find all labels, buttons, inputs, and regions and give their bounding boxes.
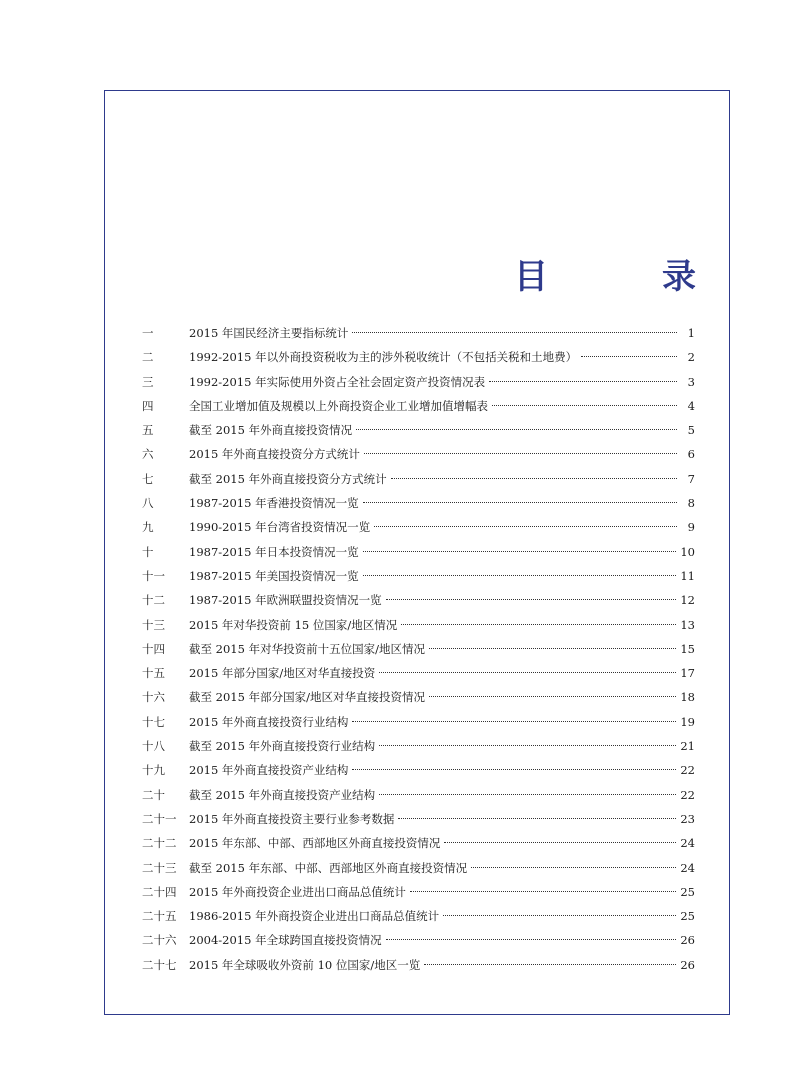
toc-entry-title: 1987-2015 年香港投资情况一览 bbox=[189, 496, 359, 511]
toc-entry-page: 26 bbox=[680, 933, 695, 948]
toc-entry-page: 13 bbox=[680, 617, 695, 632]
toc-entry-title: 2015 年对华投资前 15 位国家/地区情况 bbox=[189, 617, 398, 632]
toc-dot-leader bbox=[429, 648, 676, 649]
toc-entry-title: 全国工业增加值及规模以上外商投资企业工业增加值增幅表 bbox=[189, 398, 488, 413]
toc-entry[interactable] bbox=[142, 394, 695, 418]
toc-entry-title: 截至 2015 年部分国家/地区对华直接投资情况 bbox=[189, 690, 425, 705]
toc-entry-page: 7 bbox=[687, 471, 695, 486]
toc-entry-title: 1987-2015 年欧洲联盟投资情况一览 bbox=[189, 593, 382, 608]
toc-entry-page: 12 bbox=[680, 593, 695, 608]
toc-entry-title: 1992-2015 年实际使用外资占全社会固定资产投资情况表 bbox=[189, 374, 486, 389]
toc-dot-leader bbox=[424, 964, 676, 965]
toc-entry-number: 十一 bbox=[142, 568, 165, 583]
toc-dot-leader bbox=[492, 405, 677, 406]
toc-entry[interactable] bbox=[142, 685, 695, 709]
toc-entry[interactable] bbox=[142, 734, 695, 758]
toc-entry[interactable] bbox=[142, 321, 695, 345]
toc-dot-leader bbox=[429, 696, 676, 697]
toc-dot-leader bbox=[471, 867, 676, 868]
toc-entry-page: 24 bbox=[680, 860, 695, 875]
toc-entry[interactable] bbox=[142, 345, 695, 369]
toc-entry-title: 截至 2015 年外商直接投资产业结构 bbox=[189, 787, 376, 802]
toc-dot-leader bbox=[379, 794, 676, 795]
toc-entry-page: 26 bbox=[680, 957, 695, 972]
toc-entry-number: 二十二 bbox=[142, 836, 177, 851]
toc-entry-number: 九 bbox=[142, 520, 154, 535]
toc-entry-number: 四 bbox=[142, 398, 154, 413]
toc-dot-leader bbox=[443, 915, 676, 916]
toc-entry[interactable] bbox=[142, 710, 695, 734]
toc-entry-number: 十三 bbox=[142, 617, 165, 632]
toc-entry-title: 2015 年全球吸收外资前 10 位国家/地区一览 bbox=[189, 957, 421, 972]
toc-dot-leader bbox=[364, 453, 677, 454]
toc-dot-leader bbox=[398, 818, 676, 819]
toc-entry-page: 22 bbox=[680, 763, 695, 778]
toc-entry-title: 1987-2015 年日本投资情况一览 bbox=[189, 544, 359, 559]
toc-entry-page: 19 bbox=[680, 714, 695, 729]
toc-entry[interactable] bbox=[142, 491, 695, 515]
toc-entry-title: 2015 年国民经济主要指标统计 bbox=[189, 326, 349, 340]
toc-entry-page: 3 bbox=[687, 374, 695, 389]
toc-entry[interactable] bbox=[142, 515, 695, 539]
toc-entry[interactable] bbox=[142, 831, 695, 855]
toc-dot-leader bbox=[379, 745, 676, 746]
toc-entry-number: 十二 bbox=[142, 593, 165, 608]
toc-entry-page: 25 bbox=[680, 884, 695, 899]
toc-entry-number: 一 bbox=[142, 326, 154, 340]
toc-entry-number: 十九 bbox=[142, 763, 165, 778]
toc-entry-number: 二十六 bbox=[142, 933, 177, 948]
toc-dot-leader bbox=[352, 332, 677, 333]
toc-dot-leader bbox=[363, 502, 677, 503]
toc-entry-title: 2015 年外商直接投资产业结构 bbox=[189, 763, 349, 778]
toc-entry[interactable] bbox=[142, 856, 695, 880]
toc-entry-page: 9 bbox=[687, 520, 695, 535]
toc-dot-leader bbox=[489, 381, 677, 382]
toc-entry-page: 5 bbox=[687, 423, 695, 438]
toc-entry-page: 8 bbox=[687, 496, 695, 511]
toc-entry-title: 2004-2015 年全球跨国直接投资情况 bbox=[189, 933, 382, 948]
toc-entry[interactable] bbox=[142, 370, 695, 394]
toc-entry-number: 二十五 bbox=[142, 909, 177, 924]
toc-entry-title: 2015 年东部、中部、西部地区外商直接投资情况 bbox=[189, 836, 441, 851]
toc-dot-leader bbox=[352, 769, 676, 770]
toc-entry-page: 23 bbox=[680, 811, 695, 826]
toc-entry[interactable] bbox=[142, 564, 695, 588]
toc-entry-number: 七 bbox=[142, 471, 154, 486]
toc-dot-leader bbox=[444, 842, 676, 843]
toc-entry-number: 二十一 bbox=[142, 811, 177, 826]
toc-entry[interactable] bbox=[142, 807, 695, 831]
toc-dot-leader bbox=[410, 891, 676, 892]
toc-entry-page: 18 bbox=[680, 690, 695, 705]
toc-entry[interactable] bbox=[142, 613, 695, 637]
toc-entry-title: 2015 年外商直接投资主要行业参考数据 bbox=[189, 811, 395, 826]
toc-entry-title: 2015 年外商投资企业进出口商品总值统计 bbox=[189, 884, 406, 899]
toc-entry-number: 六 bbox=[142, 447, 154, 462]
toc-entry-number: 二十 bbox=[142, 787, 165, 802]
toc-dot-leader bbox=[401, 624, 676, 625]
toc-entry-page: 24 bbox=[680, 836, 695, 851]
toc-entry-page: 17 bbox=[680, 666, 695, 681]
toc-entry-title: 截至 2015 年外商直接投资情况 bbox=[189, 423, 353, 438]
toc-entry-title: 1990-2015 年台湾省投资情况一览 bbox=[189, 520, 371, 535]
toc-entry[interactable] bbox=[142, 758, 695, 782]
toc-entry-title: 1987-2015 年美国投资情况一览 bbox=[189, 568, 359, 583]
toc-entry[interactable] bbox=[142, 953, 695, 977]
toc-dot-leader bbox=[581, 356, 677, 357]
toc-entry[interactable] bbox=[142, 904, 695, 928]
toc-entry[interactable] bbox=[142, 783, 695, 807]
toc-entry-page: 1 bbox=[687, 326, 695, 340]
toc-entry-number: 三 bbox=[142, 374, 154, 389]
toc-entry[interactable] bbox=[142, 588, 695, 612]
page-title: 目 录 bbox=[514, 257, 736, 297]
toc-entry[interactable] bbox=[142, 880, 695, 904]
toc-entry-number: 二 bbox=[142, 350, 154, 365]
toc-dot-leader bbox=[379, 672, 676, 673]
toc-dot-leader bbox=[391, 478, 677, 479]
toc-dot-leader bbox=[386, 939, 677, 940]
table-of-contents bbox=[142, 321, 695, 977]
toc-entry-page: 2 bbox=[687, 350, 695, 365]
toc-entry-page: 15 bbox=[680, 641, 695, 656]
toc-dot-leader bbox=[386, 599, 677, 600]
toc-entry-number: 十七 bbox=[142, 714, 165, 729]
toc-entry[interactable] bbox=[142, 661, 695, 685]
toc-entry-number: 五 bbox=[142, 423, 154, 438]
toc-entry-title: 截至 2015 年对华投资前十五位国家/地区情况 bbox=[189, 641, 425, 656]
toc-entry-page: 10 bbox=[680, 544, 695, 559]
toc-dot-leader bbox=[363, 551, 677, 552]
toc-entry-number: 十八 bbox=[142, 739, 165, 754]
toc-entry-number: 八 bbox=[142, 496, 154, 511]
toc-entry-number: 十四 bbox=[142, 641, 165, 656]
toc-entry-page: 21 bbox=[680, 739, 695, 754]
toc-entry-page: 11 bbox=[680, 568, 695, 583]
toc-entry[interactable] bbox=[142, 418, 695, 442]
toc-entry-page: 6 bbox=[687, 447, 695, 462]
toc-entry[interactable] bbox=[142, 540, 695, 564]
toc-dot-leader bbox=[356, 429, 677, 430]
toc-entry-number: 十五 bbox=[142, 666, 165, 681]
toc-entry-number: 二十四 bbox=[142, 884, 177, 899]
toc-entry-title: 截至 2015 年外商直接投资分方式统计 bbox=[189, 471, 387, 486]
toc-dot-leader bbox=[374, 526, 677, 527]
toc-entry-title: 1992-2015 年以外商投资税收为主的涉外税收统计（不包括关税和土地费） bbox=[189, 350, 578, 365]
toc-entry-title: 2015 年外商直接投资分方式统计 bbox=[189, 447, 360, 462]
toc-entry-number: 二十三 bbox=[142, 860, 177, 875]
toc-entry[interactable] bbox=[142, 467, 695, 491]
toc-entry[interactable] bbox=[142, 637, 695, 661]
toc-entry-page: 4 bbox=[687, 398, 695, 413]
toc-dot-leader bbox=[352, 721, 676, 722]
toc-entry-title: 1986-2015 年外商投资企业进出口商品总值统计 bbox=[189, 909, 440, 924]
toc-entry-page: 25 bbox=[680, 909, 695, 924]
toc-dot-leader bbox=[363, 575, 677, 576]
toc-entry-title: 2015 年部分国家/地区对华直接投资 bbox=[189, 666, 376, 681]
toc-entry-title: 截至 2015 年东部、中部、西部地区外商直接投资情况 bbox=[189, 860, 468, 875]
toc-entry-page: 22 bbox=[680, 787, 695, 802]
toc-entry-number: 十 bbox=[142, 544, 154, 559]
toc-entry-title: 2015 年外商直接投资行业结构 bbox=[189, 714, 349, 729]
toc-entry[interactable] bbox=[142, 442, 695, 466]
toc-entry-number: 十六 bbox=[142, 690, 165, 705]
toc-entry-number: 二十七 bbox=[142, 957, 177, 972]
toc-entry-title: 截至 2015 年外商直接投资行业结构 bbox=[189, 739, 376, 754]
toc-entry[interactable] bbox=[142, 928, 695, 952]
